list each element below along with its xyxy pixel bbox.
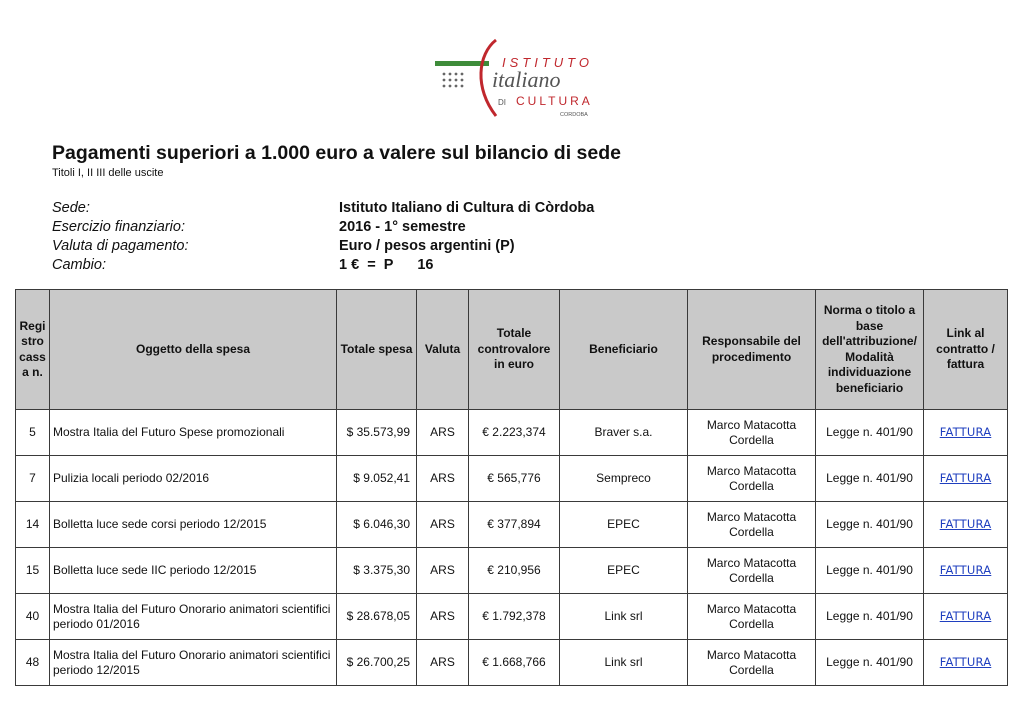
cell-euro: € 1.668,766 bbox=[469, 640, 560, 686]
cell-link bbox=[924, 548, 1008, 594]
info-label: Valuta di pagamento: bbox=[52, 237, 189, 254]
cell-euro: € 2.223,374 bbox=[469, 410, 560, 456]
col-header-oggetto: Oggetto della spesa bbox=[50, 290, 337, 410]
cell-valuta: ARS bbox=[417, 502, 469, 548]
cell-registro: 5 bbox=[16, 410, 50, 456]
info-value: Istituto Italiano di Cultura di Còrdoba bbox=[339, 199, 595, 216]
cell-euro: € 210,956 bbox=[469, 548, 560, 594]
cell-link bbox=[924, 456, 1008, 502]
logo-graphic bbox=[430, 36, 610, 120]
cell-registro: 15 bbox=[16, 548, 50, 594]
info-label: Esercizio finanziario: bbox=[52, 218, 185, 235]
cell-responsabile: Marco Matacotta Cordella bbox=[688, 640, 816, 686]
cell-oggetto: Bolletta luce sede corsi periodo 12/2015 bbox=[50, 502, 337, 548]
cell-responsabile: Marco Matacotta Cordella bbox=[688, 548, 816, 594]
cell-beneficiario: Sempreco bbox=[560, 456, 688, 502]
cell-registro: 48 bbox=[16, 640, 50, 686]
cell-link bbox=[924, 502, 1008, 548]
page-title: Pagamenti superiori a 1.000 euro a valere sul bilancio di sede bbox=[52, 142, 621, 164]
col-header-responsabile: Responsabile del procedimento bbox=[688, 290, 816, 410]
table-row bbox=[16, 410, 1008, 456]
cell-beneficiario: Link srl bbox=[560, 594, 688, 640]
info-row-esercizio bbox=[52, 217, 594, 236]
cell-beneficiario: EPEC bbox=[560, 502, 688, 548]
info-row-sede bbox=[52, 198, 594, 217]
info-value: 1 € = P 16 bbox=[339, 256, 434, 273]
col-header-norma: Norma o titolo a base dell'attribuzione/ Modalità individuazione beneficiario bbox=[816, 290, 924, 410]
cell-link bbox=[924, 594, 1008, 640]
table-row bbox=[16, 594, 1008, 640]
cell-registro: 40 bbox=[16, 594, 50, 640]
cell-totale: $ 35.573,99 bbox=[337, 410, 417, 456]
cell-registro: 7 bbox=[16, 456, 50, 502]
cell-totale: $ 6.046,30 bbox=[337, 502, 417, 548]
fattura-link[interactable]: FATTURA bbox=[939, 655, 992, 669]
cell-oggetto: Pulizia locali periodo 02/2016 bbox=[50, 456, 337, 502]
cell-beneficiario: Link srl bbox=[560, 640, 688, 686]
info-row-valuta bbox=[52, 236, 594, 255]
logo-text-cultura: CULTURA bbox=[516, 94, 593, 108]
cell-valuta: ARS bbox=[417, 640, 469, 686]
cell-responsabile: Marco Matacotta Cordella bbox=[688, 456, 816, 502]
cell-valuta: ARS bbox=[417, 594, 469, 640]
cell-euro: € 1.792,378 bbox=[469, 594, 560, 640]
payments-table bbox=[15, 289, 1008, 686]
cell-norma: Legge n. 401/90 bbox=[816, 410, 924, 456]
cell-euro: € 377,894 bbox=[469, 502, 560, 548]
info-label: Cambio: bbox=[52, 256, 106, 273]
fattura-link[interactable]: FATTURA bbox=[939, 609, 992, 623]
cell-responsabile: Marco Matacotta Cordella bbox=[688, 594, 816, 640]
info-value: 2016 - 1° semestre bbox=[339, 218, 466, 235]
cell-oggetto: Mostra Italia del Futuro Spese promozionali bbox=[50, 410, 337, 456]
cell-norma: Legge n. 401/90 bbox=[816, 594, 924, 640]
cell-valuta: ARS bbox=[417, 548, 469, 594]
cell-valuta: ARS bbox=[417, 410, 469, 456]
fattura-link[interactable]: FATTURA bbox=[939, 471, 992, 485]
cell-responsabile: Marco Matacotta Cordella bbox=[688, 502, 816, 548]
cell-totale: $ 26.700,25 bbox=[337, 640, 417, 686]
cell-valuta: ARS bbox=[417, 456, 469, 502]
cell-registro: 14 bbox=[16, 502, 50, 548]
cell-link bbox=[924, 410, 1008, 456]
cell-beneficiario: EPEC bbox=[560, 548, 688, 594]
cell-norma: Legge n. 401/90 bbox=[816, 640, 924, 686]
cell-totale: $ 28.678,05 bbox=[337, 594, 417, 640]
table-header-row bbox=[16, 290, 1008, 410]
cell-oggetto: Mostra Italia del Futuro Onorario animatori scientifici periodo 12/2015 bbox=[50, 640, 337, 686]
info-block bbox=[52, 198, 594, 274]
cell-link bbox=[924, 640, 1008, 686]
cell-norma: Legge n. 401/90 bbox=[816, 548, 924, 594]
logo-text-italiano: italiano bbox=[492, 67, 561, 92]
cell-norma: Legge n. 401/90 bbox=[816, 456, 924, 502]
cell-norma: Legge n. 401/90 bbox=[816, 502, 924, 548]
cell-oggetto: Mostra Italia del Futuro Onorario animatori scientifici periodo 01/2016 bbox=[50, 594, 337, 640]
fattura-link[interactable]: FATTURA bbox=[939, 563, 992, 577]
info-label: Sede: bbox=[52, 199, 90, 216]
cell-responsabile: Marco Matacotta Cordella bbox=[688, 410, 816, 456]
col-header-valuta: Valuta bbox=[417, 290, 469, 410]
col-header-totale: Totale spesa bbox=[337, 290, 417, 410]
col-header-beneficiario: Beneficiario bbox=[560, 290, 688, 410]
fattura-link[interactable]: FATTURA bbox=[939, 425, 992, 439]
table-row bbox=[16, 548, 1008, 594]
col-header-controvalore: Totale controvalore in euro bbox=[469, 290, 560, 410]
fattura-link[interactable]: FATTURA bbox=[939, 517, 992, 531]
info-row-cambio bbox=[52, 255, 594, 274]
cell-beneficiario: Braver s.a. bbox=[560, 410, 688, 456]
info-value: Euro / pesos argentini (P) bbox=[339, 237, 515, 254]
cell-euro: € 565,776 bbox=[469, 456, 560, 502]
logo-text-istituto: ISTITUTO bbox=[502, 55, 593, 70]
cell-totale: $ 3.375,30 bbox=[337, 548, 417, 594]
logo-text-di: DI bbox=[498, 98, 506, 107]
col-header-registro: Regi stro cass a n. bbox=[16, 290, 50, 410]
institute-logo bbox=[430, 36, 610, 120]
cell-oggetto: Bolletta luce sede IIC periodo 12/2015 bbox=[50, 548, 337, 594]
page-subtitle: Titoli I, II III delle uscite bbox=[52, 167, 164, 179]
cell-totale: $ 9.052,41 bbox=[337, 456, 417, 502]
logo-dots bbox=[443, 73, 464, 88]
table-row bbox=[16, 456, 1008, 502]
logo-text-city: CORDOBA bbox=[560, 112, 588, 118]
col-header-link: Link al contratto / fattura bbox=[924, 290, 1008, 410]
table-row bbox=[16, 502, 1008, 548]
table-row bbox=[16, 640, 1008, 686]
